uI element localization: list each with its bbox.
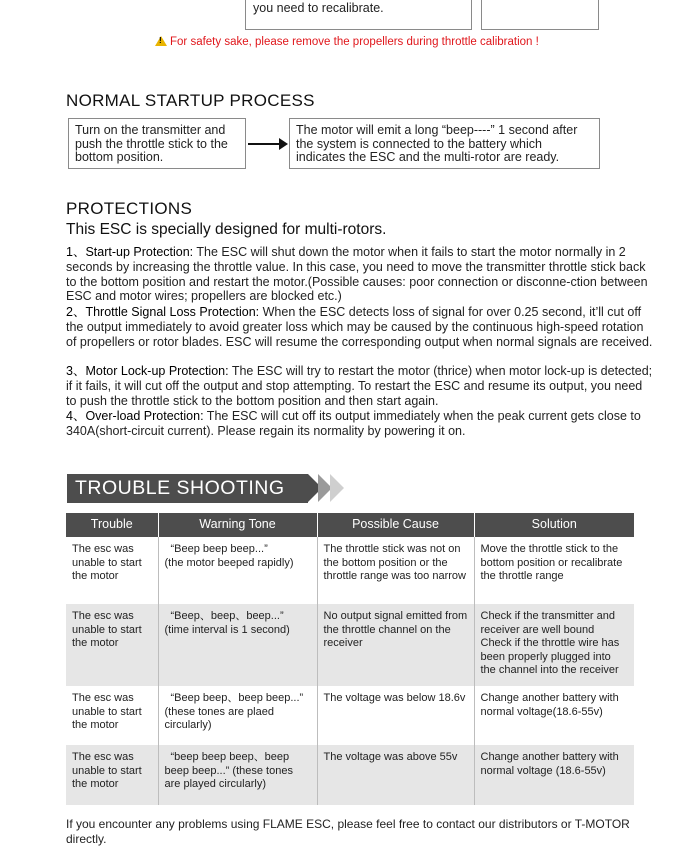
chevron-right-icon (330, 474, 344, 502)
trouble-cell: The esc was unable to start the motor (66, 604, 158, 686)
protection-label: 2、Throttle Signal Loss Protection: (66, 305, 260, 319)
troubleshooting-table (66, 513, 634, 805)
trouble-cell: The esc was unable to start the motor (66, 686, 158, 745)
cause-cell: No output signal emitted from the throttle channel on the receiver (317, 604, 474, 686)
protection-text: The ESC will try to restart the motor (thrice) when motor lock-up is detected; if it fails, it will cut off the output and stop attempting. To restart the ESC and resume its output, you need to push the throttle stick to the bottom position and then start again. (66, 364, 653, 408)
solution-cell: Change another battery with normal voltage(18.6-55v) (474, 686, 634, 745)
solution-cell: Change another battery with normal voltage (18.6-55v) (474, 745, 634, 805)
startup-step-1: Turn on the transmitter and push the throttle stick to the bottom position. (68, 118, 246, 169)
tone-note: (time interval is 1 second) (164, 623, 290, 636)
protection-label: 1、Start-up Protection: (66, 245, 194, 259)
column-header: Solution (474, 513, 634, 537)
tone-text: “Beep beep beep...” (170, 543, 268, 555)
column-header: Warning Tone (158, 513, 317, 537)
protections-heading: PROTECTIONS (66, 199, 193, 218)
tone-note: (the motor beeped rapidly) (164, 556, 294, 569)
calibration-box (245, 0, 472, 30)
table-header-row (66, 513, 634, 537)
column-header: Trouble (66, 513, 158, 537)
table-row (66, 745, 634, 805)
tone-note: (these tones are plaed circularly) (164, 705, 274, 731)
troubleshooting-banner: TROUBLE SHOOTING (67, 474, 308, 503)
trouble-cell: The esc was unable to start the motor (66, 537, 158, 604)
cause-cell: The voltage was below 18.6v (317, 686, 474, 745)
tone-text: “Beep、beep、beep...” (170, 610, 284, 622)
warning-icon (155, 36, 167, 46)
tone-cell (158, 745, 317, 805)
contact-footer: If you encounter any problems using FLAME ESC, please feel free to contact our distributors or T-MOTOR directly. (66, 817, 630, 846)
protection-label: 4、Over-load Protection: (66, 409, 204, 423)
protection-item (66, 364, 656, 408)
tone-cell (158, 537, 317, 604)
solution-cell: Check if the transmitter and receiver are well bound Check if the throttle wire has been properly plugged into the channel into the receiver (474, 604, 634, 686)
protection-text: The ESC will shut down the motor when it fails to start the motor normally in 2 seconds by increasing the throttle value. In this case, you need to move the transmitter throttle stick back to the bottom position and restart the motor.(Possible causes: poor connection or disconne-ction between ESC and motor wires; propellers are blocked etc.) (66, 245, 648, 304)
calibration-box-blank (481, 0, 599, 30)
cause-cell: The throttle stick was not on the bottom position or the throttle range was too narrow (317, 537, 474, 604)
protection-item (66, 245, 656, 304)
protection-item (66, 305, 656, 349)
cause-cell: The voltage was above 55v (317, 745, 474, 805)
tone-text: “beep beep beep、beep beep beep...” (164, 751, 290, 777)
protections-subtitle: This ESC is specially designed for multi-rotors. (66, 221, 387, 238)
protection-text: When the ESC detects loss of signal for over 0.25 second, it’ll cut off the output immediately to avoid greater loss which may be caused by the continuous high-speed rotation of propellers or rotor blades. ESC will resume the corresponding output when normal signals are received. (66, 305, 653, 349)
tone-cell (158, 604, 317, 686)
arrow-right-icon (248, 143, 286, 145)
startup-heading: NORMAL STARTUP PROCESS (66, 91, 315, 110)
tone-text: “Beep beep、beep beep...” (170, 692, 304, 704)
tone-cell (158, 686, 317, 745)
trouble-cell: The esc was unable to start the motor (66, 745, 158, 805)
column-header: Possible Cause (317, 513, 474, 537)
protection-item (66, 409, 656, 439)
calibration-box-text: you need to recalibrate. (253, 1, 384, 15)
solution-cell: Move the throttle stick to the bottom position or recalibrate the throttle range (474, 537, 634, 604)
table-row (66, 604, 634, 686)
safety-warning (155, 36, 539, 48)
protection-text: The ESC will cut off its output immediately when the peak current gets close to 340A(short-circuit current). Please regain its normality by powering it on. (66, 409, 641, 438)
safety-warning-text: For safety sake, please remove the propellers during throttle calibration ! (170, 36, 539, 48)
startup-step-2: The motor will emit a long “beep----” 1 second after the system is connected to the battery which indicates the ESC and the multi-rotor are ready. (289, 118, 600, 169)
table-row (66, 537, 634, 604)
protection-label: 3、Motor Lock-up Protection: (66, 364, 229, 378)
table-row (66, 686, 634, 745)
tone-note: (these tones are played circularly) (164, 764, 293, 790)
